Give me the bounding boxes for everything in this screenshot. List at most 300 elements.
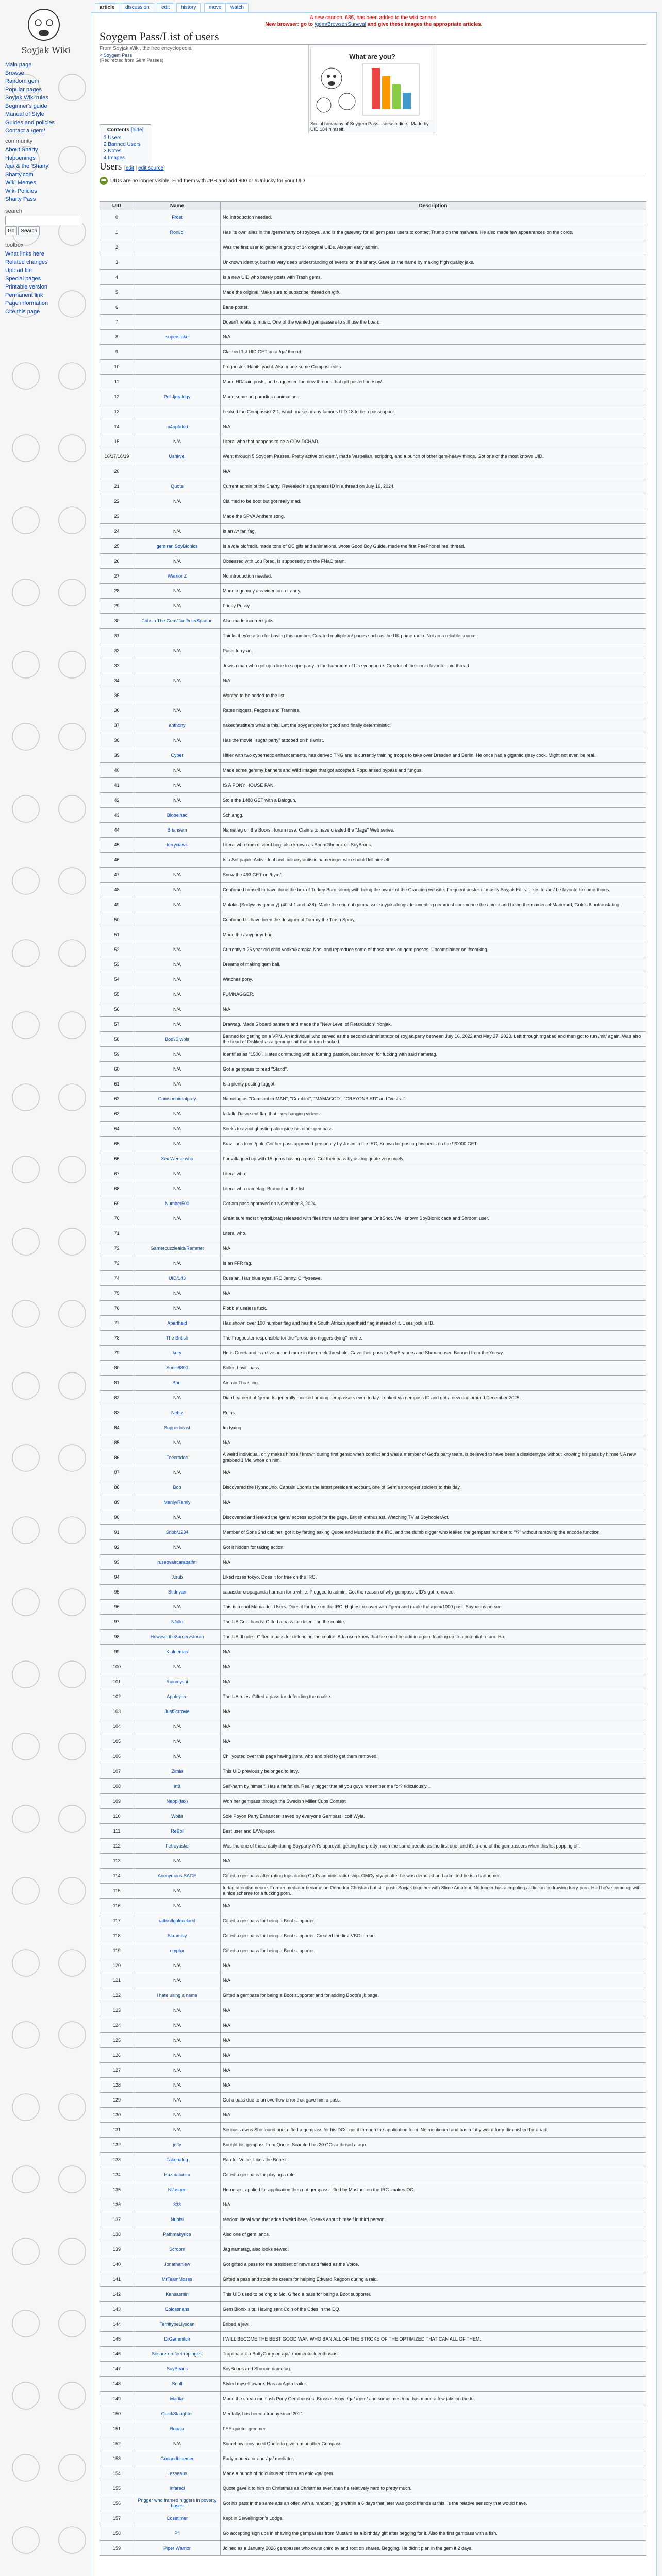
- sidebar-community-link[interactable]: Wiki Memes: [5, 180, 36, 186]
- user-name[interactable]: 333: [134, 2197, 221, 2212]
- sidebar-nav-item[interactable]: [5, 69, 87, 77]
- user-uid: 120: [100, 1958, 134, 1973]
- user-name: [134, 240, 221, 255]
- user-name[interactable]: Pol Jjrealdgy: [134, 389, 221, 404]
- user-description: IS A PONY HOUSE FAN.: [221, 778, 646, 793]
- table-row: [100, 2377, 646, 2392]
- user-uid: 52: [100, 942, 134, 957]
- hierarchy-illustration: [311, 47, 433, 120]
- sidebar-nav: [5, 61, 87, 135]
- user-name: N/A: [134, 599, 221, 614]
- user-name[interactable]: Appleyore: [134, 1689, 221, 1704]
- sidebar-toolbox-item[interactable]: [5, 308, 87, 316]
- table-row: [100, 419, 646, 434]
- sidebar-toolbox-link[interactable]: Printable version: [5, 284, 47, 290]
- sidebar-nav-link[interactable]: Guides and policies: [5, 120, 55, 126]
- tab-discussion[interactable]: discussion: [121, 3, 154, 12]
- user-uid: 89: [100, 1495, 134, 1510]
- table-row: [100, 1017, 646, 1032]
- user-name[interactable]: cryptor: [134, 1943, 221, 1958]
- user-description: N/A: [221, 2063, 646, 2078]
- user-uid: 44: [100, 823, 134, 838]
- user-name[interactable]: SoyBeans: [134, 2362, 221, 2377]
- breadcrumb-parent[interactable]: < Soygem Pass: [100, 53, 133, 58]
- user-name[interactable]: Cosetimer: [134, 2511, 221, 2526]
- user-name[interactable]: Just5crrovie: [134, 1704, 221, 1719]
- sidebar-community-link[interactable]: /qa/ & the 'Sharty': [5, 163, 50, 170]
- user-description: This is a cool Mama doll Users. Does it for free on the IRC. Highest recover with #gem and made the /gem/1000 post. Soyboons person.: [221, 1600, 646, 1615]
- sidebar-toolbox-item[interactable]: [5, 266, 87, 275]
- user-name[interactable]: Marlt/e: [134, 2392, 221, 2406]
- background-face: [12, 2094, 39, 2121]
- sidebar-community-item[interactable]: [5, 146, 87, 154]
- user-name: N/A: [134, 1017, 221, 1032]
- background-face: [59, 2094, 86, 2121]
- table-row: [100, 1958, 646, 1973]
- table-row: [100, 1973, 646, 1988]
- user-description: N/A: [221, 1719, 646, 1734]
- users-edit-link[interactable]: edit: [125, 165, 134, 171]
- user-description: Great sure most tinytroll,brag released with files from random linen game OneShot. Well known SoyBionix caca and Shroom user.: [221, 1211, 646, 1226]
- user-name: [134, 360, 221, 375]
- user-name[interactable]: gem ran SoyBionics: [134, 539, 221, 554]
- column-header-description[interactable]: Description: [221, 202, 646, 210]
- user-description: Chillyouted over this page having literal who and tried to get them removed.: [221, 1749, 646, 1764]
- sidebar-community-link[interactable]: Wiki Policies: [5, 188, 37, 194]
- hero-question: What are you?: [349, 53, 395, 60]
- user-uid: 48: [100, 883, 134, 897]
- user-description: N/A: [221, 2078, 646, 2093]
- background-face: [12, 2527, 39, 2553]
- user-name[interactable]: Infareci: [134, 2481, 221, 2496]
- user-uid: 90: [100, 1510, 134, 1525]
- user-name[interactable]: J.sub: [134, 1570, 221, 1585]
- user-name[interactable]: Frost: [134, 210, 221, 225]
- user-name[interactable]: Manly/Ramly: [134, 1495, 221, 1510]
- toc-item[interactable]: [104, 148, 147, 155]
- sidebar-toolbox-link[interactable]: Permanent link: [5, 292, 43, 298]
- sidebar-toolbox-link[interactable]: What links here: [5, 251, 44, 257]
- user-name[interactable]: Colossnans: [134, 2302, 221, 2317]
- sidebar-nav-link[interactable]: Soyjak Wiki rules: [5, 95, 48, 101]
- user-uid: 67: [100, 1166, 134, 1181]
- user-name[interactable]: Ruinmyshi: [134, 1674, 221, 1689]
- sidebar-nav-item[interactable]: [5, 61, 87, 69]
- user-name[interactable]: Sonic8800: [134, 1361, 221, 1376]
- user-name[interactable]: Fakepalog: [134, 2153, 221, 2167]
- user-name[interactable]: Anonymous SAGE: [134, 1869, 221, 1884]
- sidebar-nav-link[interactable]: Random gem: [5, 78, 40, 84]
- toc-item[interactable]: [104, 134, 147, 141]
- logo-text: Soyjak Wiki: [21, 45, 71, 55]
- user-name[interactable]: Ushi/vel: [134, 449, 221, 464]
- user-description: N/A: [221, 1958, 646, 1973]
- user-name: N/A: [134, 987, 221, 1002]
- sidebar-community-link[interactable]: Happenings: [5, 155, 36, 161]
- user-description: Made a gemmy ass video on a tranny.: [221, 584, 646, 599]
- user-name[interactable]: Warrior Z: [134, 569, 221, 584]
- user-description: He is Greek and is active around more in the greek threshold. Gave their pass to SoyBeaners and Shroom user. Banned from the Yeewy.: [221, 1346, 646, 1361]
- user-uid: 103: [100, 1704, 134, 1719]
- user-name[interactable]: Teecrodoc: [134, 1450, 221, 1465]
- user-uid: 123: [100, 2003, 134, 2018]
- user-name[interactable]: Snoll: [134, 2377, 221, 2392]
- user-name[interactable]: Prigger who framed niggers in poverty bases: [134, 2496, 221, 2511]
- user-name[interactable]: QuickSlaughter: [134, 2406, 221, 2421]
- table-row: [100, 1689, 646, 1704]
- table-row: [100, 210, 646, 225]
- user-description: Went through 5 Soygem Passes. Pretty active on /gem/, made Vaspellah, scripting, and a bunch of other gem-heavy things. Got one of the most known UID.: [221, 449, 646, 464]
- user-name[interactable]: Number500: [134, 1196, 221, 1211]
- user-uid: 68: [100, 1181, 134, 1196]
- user-name[interactable]: kory: [134, 1346, 221, 1361]
- background-face: [12, 1156, 39, 1183]
- search-heading: search: [5, 208, 23, 214]
- user-description: Current admin of the Sharty. Revealed his gempass ID in a thread on July 16, 2024.: [221, 479, 646, 494]
- user-description: N/A: [221, 1704, 646, 1719]
- user-name: N/A: [134, 1166, 221, 1181]
- user-uid: 2: [100, 240, 134, 255]
- user-description: Got a gempass to read "Stand".: [221, 1062, 646, 1077]
- sidebar-toolbox-link[interactable]: Special pages: [5, 276, 41, 282]
- table-row: [100, 2451, 646, 2466]
- user-name[interactable]: ruseovalrcarabalfm: [134, 1555, 221, 1570]
- background-face: [59, 2382, 86, 2409]
- user-name[interactable]: Pfl: [134, 2526, 221, 2541]
- user-name[interactable]: Stidnyan: [134, 1585, 221, 1600]
- user-name[interactable]: Skrambiy: [134, 1928, 221, 1943]
- background-face: [59, 868, 86, 894]
- user-name[interactable]: terryciaws: [134, 838, 221, 853]
- user-name[interactable]: Godandbluemer: [134, 2451, 221, 2466]
- user-uid: 62: [100, 1092, 134, 1107]
- user-uid: 60: [100, 1062, 134, 1077]
- table-row: [100, 2257, 646, 2272]
- background-face: [12, 1661, 39, 1688]
- toolbox-heading: toolbox: [5, 242, 24, 248]
- user-uid: 117: [100, 1913, 134, 1928]
- user-description: Claimed 1st UID GET on a /qa/ thread.: [221, 345, 646, 360]
- table-row: [100, 1719, 646, 1734]
- background-face: [12, 940, 39, 967]
- background-face: [59, 1445, 86, 1471]
- sidebar-nav-item[interactable]: [5, 102, 87, 110]
- user-name[interactable]: Quote: [134, 479, 221, 494]
- notice-line-2: [91, 21, 656, 28]
- user-description: SoyBeans and Shroom nametag.: [221, 2362, 646, 2377]
- sidebar-community-item[interactable]: [5, 179, 87, 187]
- user-uid: 10: [100, 360, 134, 375]
- table-row: [100, 494, 646, 509]
- background-face: [12, 1084, 39, 1111]
- user-name[interactable]: The British: [134, 1331, 221, 1346]
- tab-article[interactable]: article: [95, 3, 119, 12]
- user-name: N/A: [134, 1540, 221, 1555]
- user-name[interactable]: Kialnemas: [134, 1645, 221, 1659]
- sidebar-toolbox-item[interactable]: [5, 258, 87, 266]
- user-name[interactable]: Supperbeast: [134, 1420, 221, 1435]
- user-name[interactable]: Snob/1234: [134, 1525, 221, 1540]
- user-name: N/A: [134, 1719, 221, 1734]
- user-uid: 57: [100, 1017, 134, 1032]
- user-uid: 127: [100, 2063, 134, 2078]
- table-row: [100, 1734, 646, 1749]
- user-name[interactable]: MrTeamMoses: [134, 2272, 221, 2287]
- sidebar-community-link[interactable]: Sharty Pass: [5, 196, 36, 202]
- sidebar-toolbox-link[interactable]: Cite this page: [5, 309, 40, 315]
- table-row: [100, 808, 646, 823]
- user-name[interactable]: ratfootlgalocelarid: [134, 1913, 221, 1928]
- sidebar-community-link[interactable]: Sharty.com: [5, 172, 34, 178]
- user-name[interactable]: Cyber: [134, 748, 221, 763]
- user-name[interactable]: Zimla: [134, 1764, 221, 1779]
- sidebar-nav-item[interactable]: [5, 94, 87, 102]
- user-description: N/A: [221, 464, 646, 479]
- user-name[interactable]: lrt8: [134, 1779, 221, 1794]
- user-name[interactable]: Biobelhac: [134, 808, 221, 823]
- user-description: Posts furry art.: [221, 643, 646, 658]
- notice-suffix: and give these images the appropriate articles.: [366, 22, 483, 27]
- user-name[interactable]: Bool: [134, 1376, 221, 1391]
- user-name[interactable]: Fetrayuske: [134, 1839, 221, 1854]
- user-name: N/A: [134, 972, 221, 987]
- table-row: [100, 509, 646, 524]
- sidebar-toolbox-item[interactable]: [5, 275, 87, 283]
- user-name: N/A: [134, 434, 221, 449]
- user-name[interactable]: Nebiz: [134, 1405, 221, 1420]
- sidebar-toolbox-link[interactable]: Page information: [5, 300, 48, 307]
- table-row: [100, 1241, 646, 1256]
- user-name[interactable]: Neppl(fax): [134, 1794, 221, 1809]
- user-name: [134, 464, 221, 479]
- user-uid: 73: [100, 1256, 134, 1271]
- tab-history[interactable]: history: [176, 3, 201, 12]
- sidebar-nav-link[interactable]: Main page: [5, 62, 32, 68]
- table-row: [100, 1525, 646, 1540]
- user-uid: 50: [100, 912, 134, 927]
- sidebar-community-item[interactable]: [5, 162, 87, 171]
- user-name[interactable]: ReBol: [134, 1824, 221, 1839]
- user-name: N/A: [134, 1122, 221, 1137]
- user-uid: 20: [100, 464, 134, 479]
- user-name[interactable]: Jonathanlew: [134, 2257, 221, 2272]
- user-name[interactable]: Briansem: [134, 823, 221, 838]
- sidebar-toolbox-item[interactable]: [5, 299, 87, 308]
- user-uid: 59: [100, 1047, 134, 1062]
- table-row: [100, 1271, 646, 1286]
- table-row: [100, 643, 646, 658]
- user-name[interactable]: Scroom: [134, 2242, 221, 2257]
- user-name[interactable]: TerriftypeLlyscan: [134, 2317, 221, 2332]
- table-row: [100, 1465, 646, 1480]
- user-uid: 83: [100, 1405, 134, 1420]
- background-face: [59, 1012, 86, 1039]
- sidebar-community-item[interactable]: [5, 154, 87, 162]
- search-button[interactable]: Search: [18, 226, 40, 235]
- sidebar-nav-link[interactable]: Manual of Style: [5, 111, 44, 117]
- sidebar-nav-link[interactable]: Contact a /gem/: [5, 128, 45, 134]
- user-name: [134, 629, 221, 643]
- table-row: [100, 1854, 646, 1869]
- community-heading: community: [5, 138, 33, 144]
- user-name[interactable]: Pathmakyrice: [134, 2227, 221, 2242]
- sidebar-community-item[interactable]: [5, 171, 87, 179]
- user-name[interactable]: m4ppfated: [134, 419, 221, 434]
- user-name[interactable]: Wolfa: [134, 1809, 221, 1824]
- sidebar-toolbox-item[interactable]: [5, 283, 87, 291]
- sidebar-community-item[interactable]: [5, 195, 87, 204]
- user-name[interactable]: Kansasmin: [134, 2287, 221, 2302]
- search-input[interactable]: [5, 216, 82, 225]
- column-header-name[interactable]: Name: [134, 202, 221, 210]
- toc-link[interactable]: 3 Notes: [104, 148, 122, 154]
- user-name[interactable]: Roni/ol: [134, 225, 221, 240]
- sidebar-toolbox-item[interactable]: [5, 291, 87, 299]
- page-tabs: [91, 0, 662, 12]
- sidebar-toolbox-item[interactable]: [5, 250, 87, 258]
- user-name[interactable]: Cribsin The Gem/Tariff/ele/Spartan: [134, 614, 221, 629]
- table-row: [100, 838, 646, 853]
- user-name[interactable]: Hazmatanim: [134, 2167, 221, 2182]
- tab-edit[interactable]: edit: [157, 3, 174, 12]
- user-description: Banned for getting on a VPN. An individual who served as the second administrator of soyjak.party between July 16, 2022 and May 27, 2023. Left through mgabad and then got to run /mit/ again. Was also the head of Disliked as a gemmy shit that in turn blocked.: [221, 1032, 646, 1047]
- user-name[interactable]: Apartheid: [134, 1316, 221, 1331]
- user-name: N/A: [134, 2033, 221, 2048]
- table-row: [100, 2033, 646, 2048]
- user-name[interactable]: Bopaix: [134, 2421, 221, 2436]
- user-uid: 97: [100, 1615, 134, 1630]
- user-uid: 108: [100, 1779, 134, 1794]
- sidebar-toolbox-link[interactable]: Upload file: [5, 267, 32, 274]
- sidebar-nav-link[interactable]: Popular pages: [5, 87, 42, 93]
- toc-item[interactable]: [104, 141, 147, 148]
- sidebar-community-item[interactable]: [5, 187, 87, 195]
- sidebar-nav-item[interactable]: [5, 110, 87, 118]
- table-row: [100, 718, 646, 733]
- table-row: [100, 1779, 646, 1794]
- tab-watch[interactable]: watch: [226, 3, 249, 12]
- user-description: N/A: [221, 1495, 646, 1510]
- background-face: [59, 1733, 86, 1760]
- user-uid: 96: [100, 1600, 134, 1615]
- background-face: [12, 2310, 39, 2337]
- background-face: [12, 1950, 39, 1976]
- user-uid: 23: [100, 509, 134, 524]
- table-row: [100, 1181, 646, 1196]
- user-name[interactable]: Howeverthe8urgervstoran: [134, 1630, 221, 1645]
- sidebar-nav-link[interactable]: Beginner's guide: [5, 103, 47, 109]
- toc-link[interactable]: 2 Banned Users: [104, 142, 141, 147]
- user-name: [134, 688, 221, 703]
- user-name[interactable]: Bob: [134, 1480, 221, 1495]
- user-description: Bought his gempass from Quote. Scamted his 20 GCs a thread a ago.: [221, 2138, 646, 2153]
- table-row: [100, 673, 646, 688]
- table-row: [100, 658, 646, 673]
- background-face: [12, 1300, 39, 1327]
- user-name: [134, 285, 221, 300]
- go-button[interactable]: Go: [5, 226, 17, 235]
- table-row: [100, 300, 646, 315]
- user-name[interactable]: Bod'/Slv/pls: [134, 1032, 221, 1047]
- user-description: Ran for Voice. Likes the Boorst.: [221, 2153, 646, 2167]
- user-description: N/A: [221, 330, 646, 345]
- user-name[interactable]: Nubisi: [134, 2212, 221, 2227]
- user-description: N/A: [221, 1465, 646, 1480]
- user-uid: 150: [100, 2406, 134, 2421]
- user-name[interactable]: i hate using a name: [134, 1988, 221, 2003]
- user-name[interactable]: Crimsonbirdofprey: [134, 1092, 221, 1107]
- table-row: [100, 2302, 646, 2317]
- users-edit-source-link[interactable]: edit source: [138, 165, 164, 171]
- user-name[interactable]: superstake: [134, 330, 221, 345]
- user-uid: 30: [100, 614, 134, 629]
- user-uid: 72: [100, 1241, 134, 1256]
- user-uid: 82: [100, 1391, 134, 1405]
- user-name[interactable]: UID/143: [134, 1271, 221, 1286]
- table-row: [100, 2197, 646, 2212]
- user-uid: 140: [100, 2257, 134, 2272]
- user-uid: 141: [100, 2272, 134, 2287]
- user-name[interactable]: Ni/osneo: [134, 2182, 221, 2197]
- table-row: [100, 2242, 646, 2257]
- toc-link[interactable]: 4 Images: [104, 155, 125, 161]
- user-description: Flobble' useless fuck.: [221, 1301, 646, 1316]
- hero-image[interactable]: [310, 47, 433, 120]
- user-uid: 4: [100, 270, 134, 285]
- user-description: Literal who that happens to be a COVIDCHAD.: [221, 434, 646, 449]
- tab-move[interactable]: move: [204, 3, 226, 12]
- column-header-uid[interactable]: UID: [100, 202, 134, 210]
- user-uid: 145: [100, 2332, 134, 2347]
- user-uid: 156: [100, 2496, 134, 2511]
- page-subtitle: From Soyjak Wiki, the free encyclopedia: [100, 46, 192, 52]
- user-description: Early moderator and /qa/ mediator.: [221, 2451, 646, 2466]
- user-description: N/A: [221, 1555, 646, 1570]
- notice-link[interactable]: /gem/Browser/Survival: [314, 22, 366, 27]
- user-name[interactable]: Lesseaus: [134, 2466, 221, 2481]
- user-name: N/A: [134, 1301, 221, 1316]
- page-title: Soygem Pass/List of users: [100, 30, 646, 45]
- sidebar-nav-item[interactable]: [5, 77, 87, 86]
- sidebar-nav-item[interactable]: [5, 86, 87, 94]
- user-uid: 128: [100, 2078, 134, 2093]
- table-row: [100, 1420, 646, 1435]
- sidebar-community-link[interactable]: About Sharty: [5, 147, 38, 153]
- user-name[interactable]: jeffy: [134, 2138, 221, 2153]
- table-row: [100, 2287, 646, 2302]
- user-name[interactable]: Sosnrerdrefeetrrapingkst: [134, 2347, 221, 2362]
- user-name[interactable]: Piper Warrior: [134, 2541, 221, 2556]
- user-description: Leaked the Gempassist 2.1, which makes many famous UID 18 to be a passcapper.: [221, 404, 646, 419]
- sidebar-nav-item[interactable]: [5, 127, 87, 135]
- sidebar-nav-item[interactable]: [5, 118, 87, 127]
- toc-item[interactable]: [104, 155, 147, 161]
- background-face: [59, 2166, 86, 2193]
- user-name[interactable]: Gamercuzzleaks/Remmet: [134, 1241, 221, 1256]
- sidebar-nav-link[interactable]: Browse: [5, 70, 24, 76]
- user-uid: 36: [100, 703, 134, 718]
- sidebar-toolbox-link[interactable]: Related changes: [5, 259, 48, 265]
- user-name[interactable]: DrGemmitch: [134, 2332, 221, 2347]
- table-row: [100, 434, 646, 449]
- user-name[interactable]: Xex Werse who: [134, 1151, 221, 1166]
- toc-hide-toggle[interactable]: [hide]: [130, 127, 144, 133]
- toc-link[interactable]: 1 Users: [104, 135, 122, 141]
- user-name[interactable]: N/ollo: [134, 1615, 221, 1630]
- table-row: [100, 404, 646, 419]
- user-name[interactable]: anthony: [134, 718, 221, 733]
- user-uid: 61: [100, 1077, 134, 1092]
